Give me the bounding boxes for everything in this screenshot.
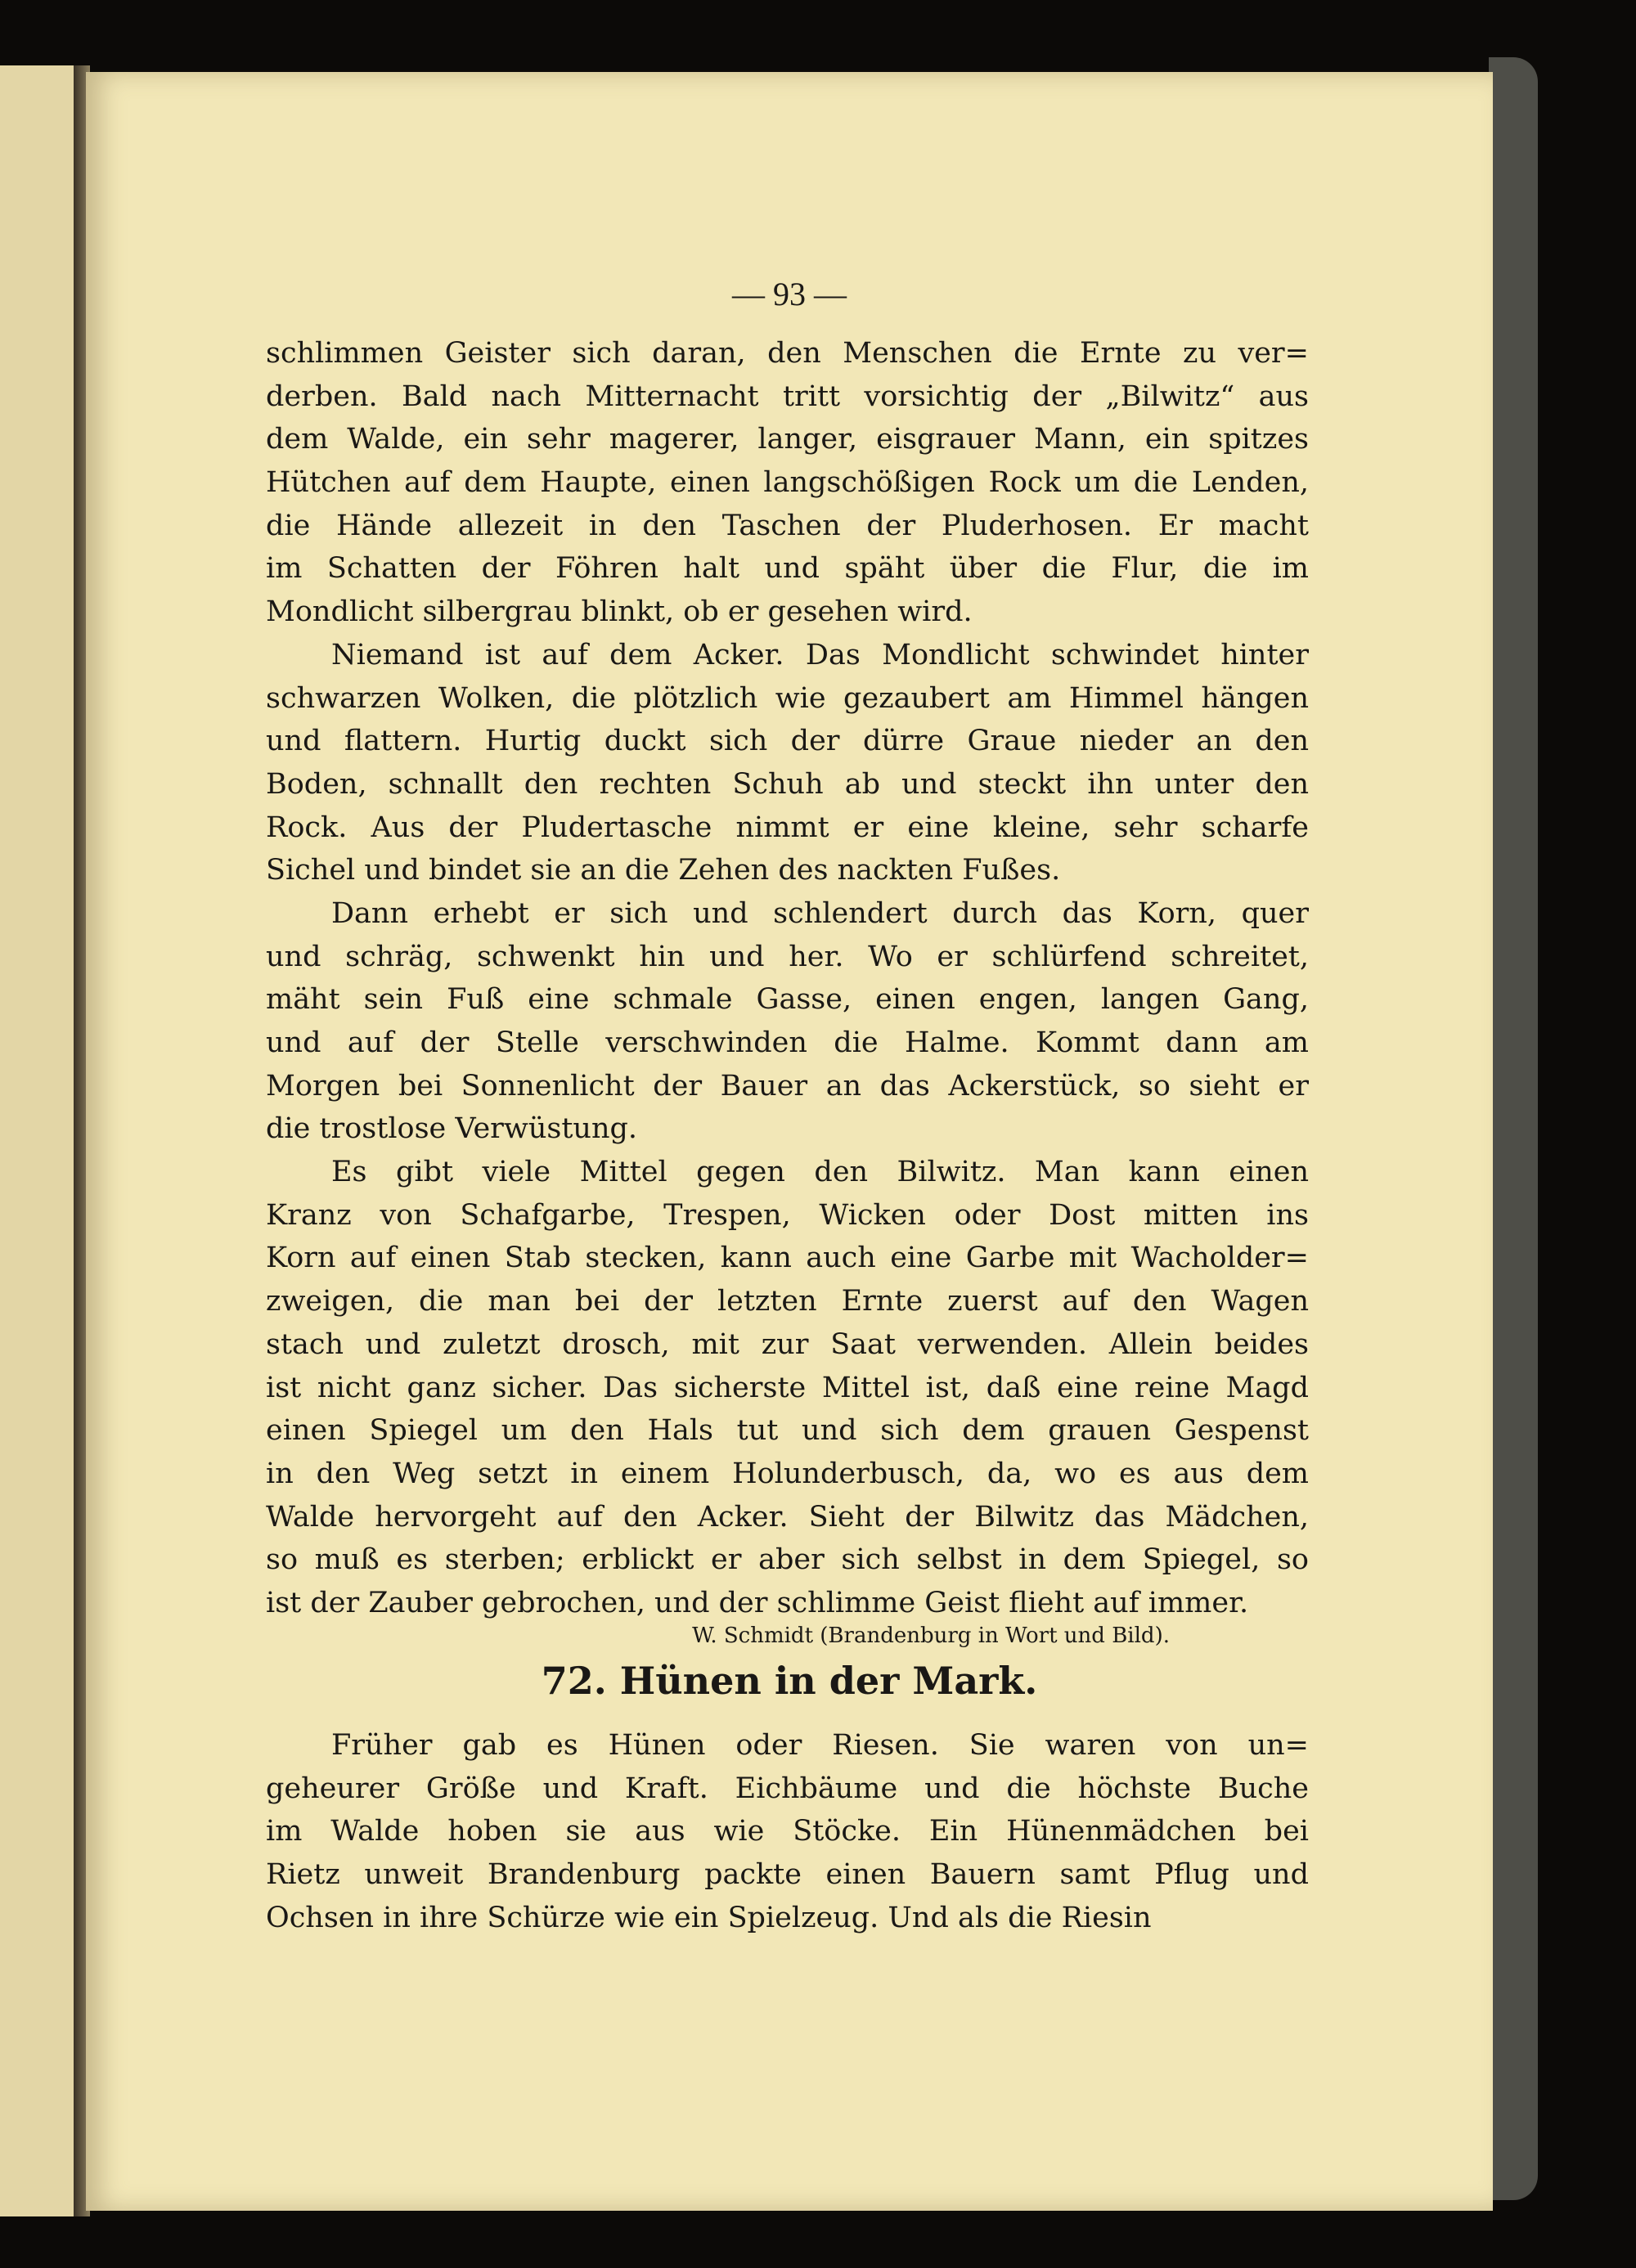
paragraph [266, 1724, 1309, 1939]
text-line: ist der Zauber gebrochen, und der schlimme Geist flieht auf immer. [266, 1586, 1249, 1619]
text-line: Mondlicht silbergrau blinkt, ob er gesehen wird. [266, 595, 973, 629]
text-line: Niemand ist auf dem Acker. Das Mondlicht schwindet hinter [331, 638, 1309, 671]
text-line: Walde hervorgeht auf den Acker. Sieht der Bilwitz das Mädchen, [266, 1500, 1309, 1534]
text-line: Rietz unweit Brandenburg packte einen Bauern samt Pflug und [266, 1858, 1309, 1892]
text-line: schwarzen Wolken, die plötzlich wie gezaubert am Himmel hängen [266, 681, 1309, 715]
text-line: Es gibt viele Mittel gegen den Bilwitz. Man kann einen [331, 1156, 1309, 1189]
text-line: Hütchen auf dem Haupte, einen langschößigen Rock um die Lenden, [266, 466, 1309, 500]
text-line: die Hände allezeit in den Taschen der Pluderhosen. Er macht [266, 509, 1309, 542]
page-number: — 93 — [732, 276, 847, 312]
section-heading: 72. Hünen in der Mark. [541, 1659, 1038, 1703]
paragraph [266, 634, 1309, 892]
text-line: Sichel und bindet sie an die Zehen des nackten Fußes. [266, 854, 1061, 887]
text-line: im Schatten der Föhren halt und späht über die Flur, die im [266, 552, 1309, 586]
text-line: Boden, schnallt den rechten Schuh ab und steckt ihn unter den [266, 767, 1309, 801]
text-line: Morgen bei Sonnenlicht der Bauer an das Ackerstück, so sieht er [266, 1069, 1309, 1103]
text-line: geheurer Größe und Kraft. Eichbäume und die höchste Buche [266, 1772, 1309, 1805]
text-line: ist nicht ganz sicher. Das sicherste Mittel ist, daß eine reine Magd [266, 1371, 1309, 1404]
text-line: schlimmen Geister sich daran, den Menschen die Ernte zu ver= [266, 337, 1309, 370]
text-line: derben. Bald nach Mitternacht tritt vorsichtig der „Bilwitz“ aus [266, 379, 1309, 413]
text-line: Rock. Aus der Pludertasche nimmt er eine kleine, sehr scharfe [266, 811, 1309, 844]
text-line: dem Walde, ein sehr magerer, langer, eisgrauer Mann, ein spitzes [266, 423, 1309, 456]
text-line: die trostlose Verwüstung. [266, 1112, 638, 1146]
book-cover-edge [1489, 57, 1538, 2200]
paragraph [266, 892, 1309, 1151]
paragraph [266, 332, 1309, 634]
text-line: Kranz von Schafgarbe, Trespen, Wicken oder Dost mitten ins [266, 1198, 1309, 1232]
text-line: so muß es sterben; erblickt er aber sich selbst in dem Spiegel, so [266, 1543, 1309, 1577]
text-line: und auf der Stelle verschwinden die Halme. Kommt dann am [266, 1026, 1309, 1059]
previous-page-edge [0, 65, 80, 2216]
text-line: Dann erhebt er sich und schlendert durch das Korn, quer [331, 896, 1309, 930]
text-line: in den Weg setzt in einem Holunderbusch, da, wo es aus dem [266, 1457, 1309, 1490]
text-line: stach und zuletzt drosch, mit zur Saat verwenden. Allein beides [266, 1327, 1309, 1361]
text-line: zweigen, die man bei der letzten Ernte zuerst auf den Wagen [266, 1285, 1309, 1318]
text-line: Ochsen in ihre Schürze wie ein Spielzeug. Und als die Riesin [266, 1901, 1152, 1934]
text-line: einen Spiegel um den Hals tut und sich dem grauen Gespenst [266, 1414, 1309, 1448]
text-line: und flattern. Hurtig duckt sich der dürre Graue nieder an den [266, 725, 1309, 758]
body-text-bottom [266, 1724, 1309, 1939]
text-line: im Walde hoben sie aus wie Stöcke. Ein Hünenmädchen bei [266, 1815, 1309, 1848]
text-line: und schräg, schwenkt hin und her. Wo er schlürfend schreitet, [266, 940, 1309, 973]
text-line: Korn auf einen Stab stecken, kann auch eine Garbe mit Wacholder= [266, 1242, 1309, 1275]
text-line: mäht sein Fuß eine schmale Gasse, einen engen, langen Gang, [266, 983, 1309, 1017]
body-text-top [266, 332, 1309, 1625]
book-page [86, 72, 1493, 2211]
text-line: Früher gab es Hünen oder Riesen. Sie waren von un= [331, 1729, 1309, 1762]
source-attribution: W. Schmidt (Brandenburg in Wort und Bild). [692, 1624, 1170, 1648]
paragraph [266, 1151, 1309, 1625]
